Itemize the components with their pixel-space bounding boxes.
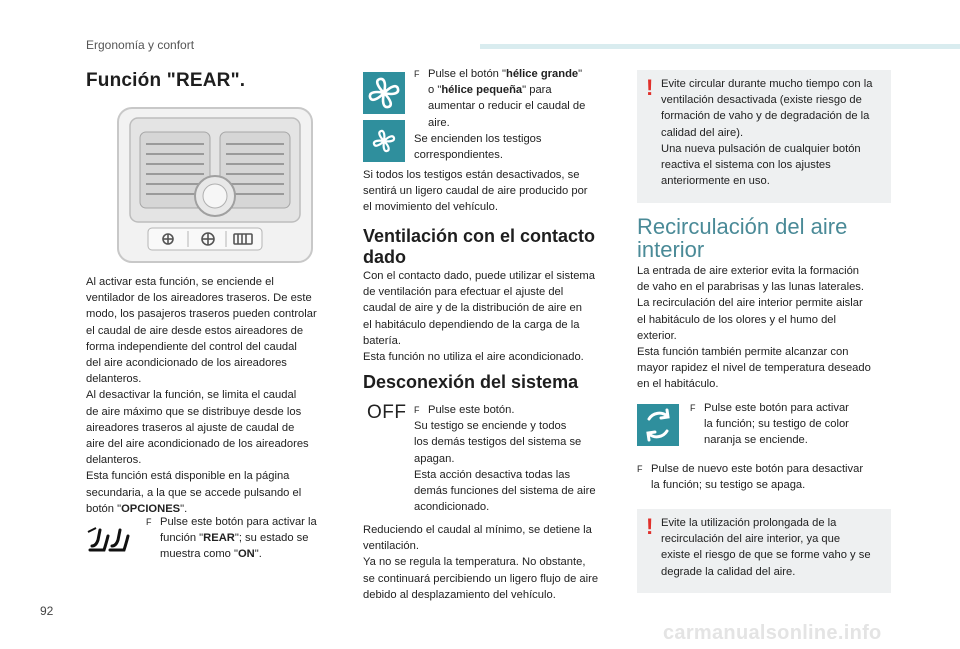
recirculation-warning-box: ! Evite la utilización prolongada de la recirculación del aire interior, ya que existe el riesgo de que se forme vaho y se degrade la calidad del aire. <box>637 509 891 593</box>
shutdown-heading: Desconexión del sistema <box>363 372 579 392</box>
recirculation-heading: Recirculación del aire interior <box>637 214 848 262</box>
header-rule <box>480 44 960 49</box>
ventilation-text: Con el contacto dado, puede utilizar el sistema de ventilación para efectuar el ajuste del caudal de aire y de la distribución de aire en el habitáculo dependiendo de la carga de la batería. Esta función no utiliza el aire acondicionado. <box>363 270 595 364</box>
warning-icon: ! <box>646 75 654 100</box>
ventilation-warning-box: ! Evite circular durante mucho tiempo con la ventilación desactivada (existe riesgo de formación de vaho y de degradación de la calidad del aire). Una nueva pulsación de cualquier botón reactiva el sistema con los ajustes anteriormente en uso. <box>637 70 891 203</box>
recirculation-text: La entrada de aire exterior evita la formación de vaho en el parabrisas y las lunas laterales. La recirculación del aire interior permite aislar el habitáculo de los olores y el humo del exterior. Esta función también permite alcanzar con mayor rapidez el nivel de temperatura deseado en el habitáculo. <box>637 265 871 391</box>
rear-heading: Función "REAR". <box>86 70 246 91</box>
ventilation-heading: Ventilación con el contacto dado <box>363 226 596 267</box>
recirculation-bullet-2: F Pulse de nuevo este botón para desactivar la función; su testigo se apaga. <box>637 463 864 492</box>
rear-bullet: F Pulse este botón para activar la función "REAR"; su estado se muestra como "ON". <box>146 516 317 561</box>
rear-vent-illustration <box>112 106 318 266</box>
fan-bullet: F Pulse el botón "hélice grande" o "hélice pequeña" para aumentar o reducir el caudal de aire. Se encienden los testigos correspondientes. <box>414 68 586 162</box>
fan-off-text: Si todos los testigos están desactivados, se sentirá un ligero caudal de aire producido por el movimiento del vehículo. <box>363 169 588 214</box>
watermark: carmanualsonline.info <box>663 622 882 644</box>
off-bullet: F Pulse este botón. Su testigo se enciende y todos los demás testigos del sistema se apagan. Esta acción desactiva todas las demás funciones del sistema de aire acondicionado. <box>414 404 596 514</box>
fan-large-icon <box>363 72 405 114</box>
section-title: Ergonomía y confort <box>86 38 195 52</box>
shutdown-note: Reduciendo el caudal al mínimo, se detiene la ventilación. Ya no se regula la temperatura. No obstante, se continuará percibiendo un ligero flujo de aire debido al desplazamiento del vehículo. <box>363 524 599 601</box>
fan-small-icon <box>363 120 405 162</box>
recirculation-icon <box>637 404 679 446</box>
rear-description: Al activar esta función, se enciende el ventilador de los aireadores traseros. De este modo, los pasajeros traseros pueden controlar el caudal de aire desde estos aireadores de forma independiente del control del caudal del aire acondicionado de los aireadores delanteros. Al desactivar la función, se limita el caudal de aire máximo que se distribuye desde los aireadores traseros al ajuste de caudal de aire del aire acondicionado de los aireadores delanteros. Esta función está disponible en la página secundaria, a la que se accede pulsando el botón "OPCIONES". <box>86 276 317 515</box>
off-button-label: OFF <box>367 402 407 423</box>
rear-seat-icon <box>86 520 134 554</box>
page-number: 92 <box>40 604 54 618</box>
recirculation-bullet: F Pulse este botón para activar la función; su testigo de color naranja se enciende. <box>690 402 849 447</box>
warning-icon: ! <box>646 514 654 539</box>
